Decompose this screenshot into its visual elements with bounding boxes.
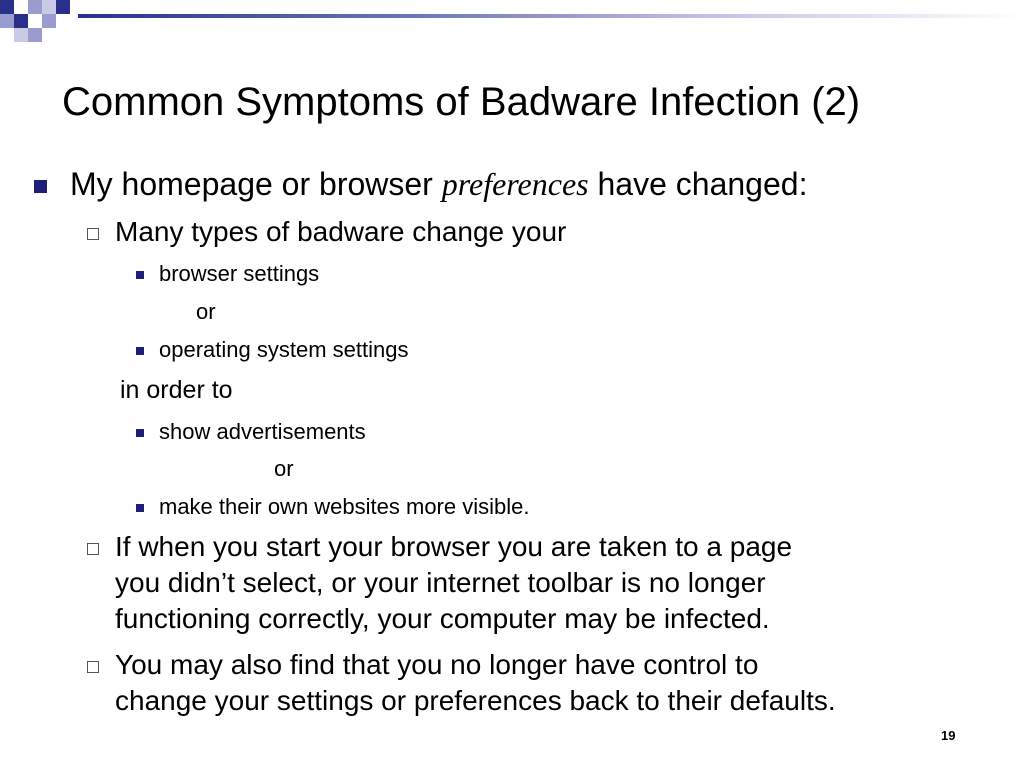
small-square-bullet-icon [136, 347, 144, 355]
sub-bullet-badware-change: Many types of badware change your [115, 216, 567, 247]
sub-bullet-start-page-line2: you didn’t select, or your internet toolbar is no longer [115, 567, 766, 598]
sub-bullet-control-line1: You may also find that you no longer have control to [115, 649, 759, 680]
hollow-square-bullet-icon [87, 228, 99, 240]
corner-decoration [0, 0, 80, 50]
bullet-text-emphasis: preferences [441, 166, 589, 202]
page-number: 19 [941, 728, 956, 743]
bullet-square-icon [34, 180, 47, 193]
item-browser-settings: browser settings [159, 261, 320, 286]
bullet-preferences-changed [70, 166, 807, 203]
bullet-text-prefix: My homepage or browser [70, 166, 442, 202]
sub-bullet-control-line2: change your settings or preferences back to their defaults. [115, 685, 836, 716]
sub-bullet-start-page-line3: functioning correctly, your computer may be infected. [115, 603, 770, 634]
bullet-text-suffix: have changed: [588, 166, 808, 202]
item-websites-visible: make their own websites more visible. [159, 494, 530, 519]
connector-or: or [196, 299, 216, 324]
item-show-ads: show advertisements [159, 419, 366, 444]
hollow-square-bullet-icon [87, 543, 99, 555]
small-square-bullet-icon [136, 504, 144, 512]
small-square-bullet-icon [136, 429, 144, 437]
title-rule [78, 14, 1024, 18]
hollow-square-bullet-icon [87, 661, 99, 673]
item-os-settings: operating system settings [159, 337, 409, 362]
slide-title: Common Symptoms of Badware Infection (2) [62, 80, 861, 124]
in-order-to-text: in order to [120, 376, 233, 404]
sub-bullet-start-page-line1: If when you start your browser you are taken to a page [115, 531, 793, 562]
small-square-bullet-icon [136, 271, 144, 279]
connector-or: or [274, 456, 294, 481]
